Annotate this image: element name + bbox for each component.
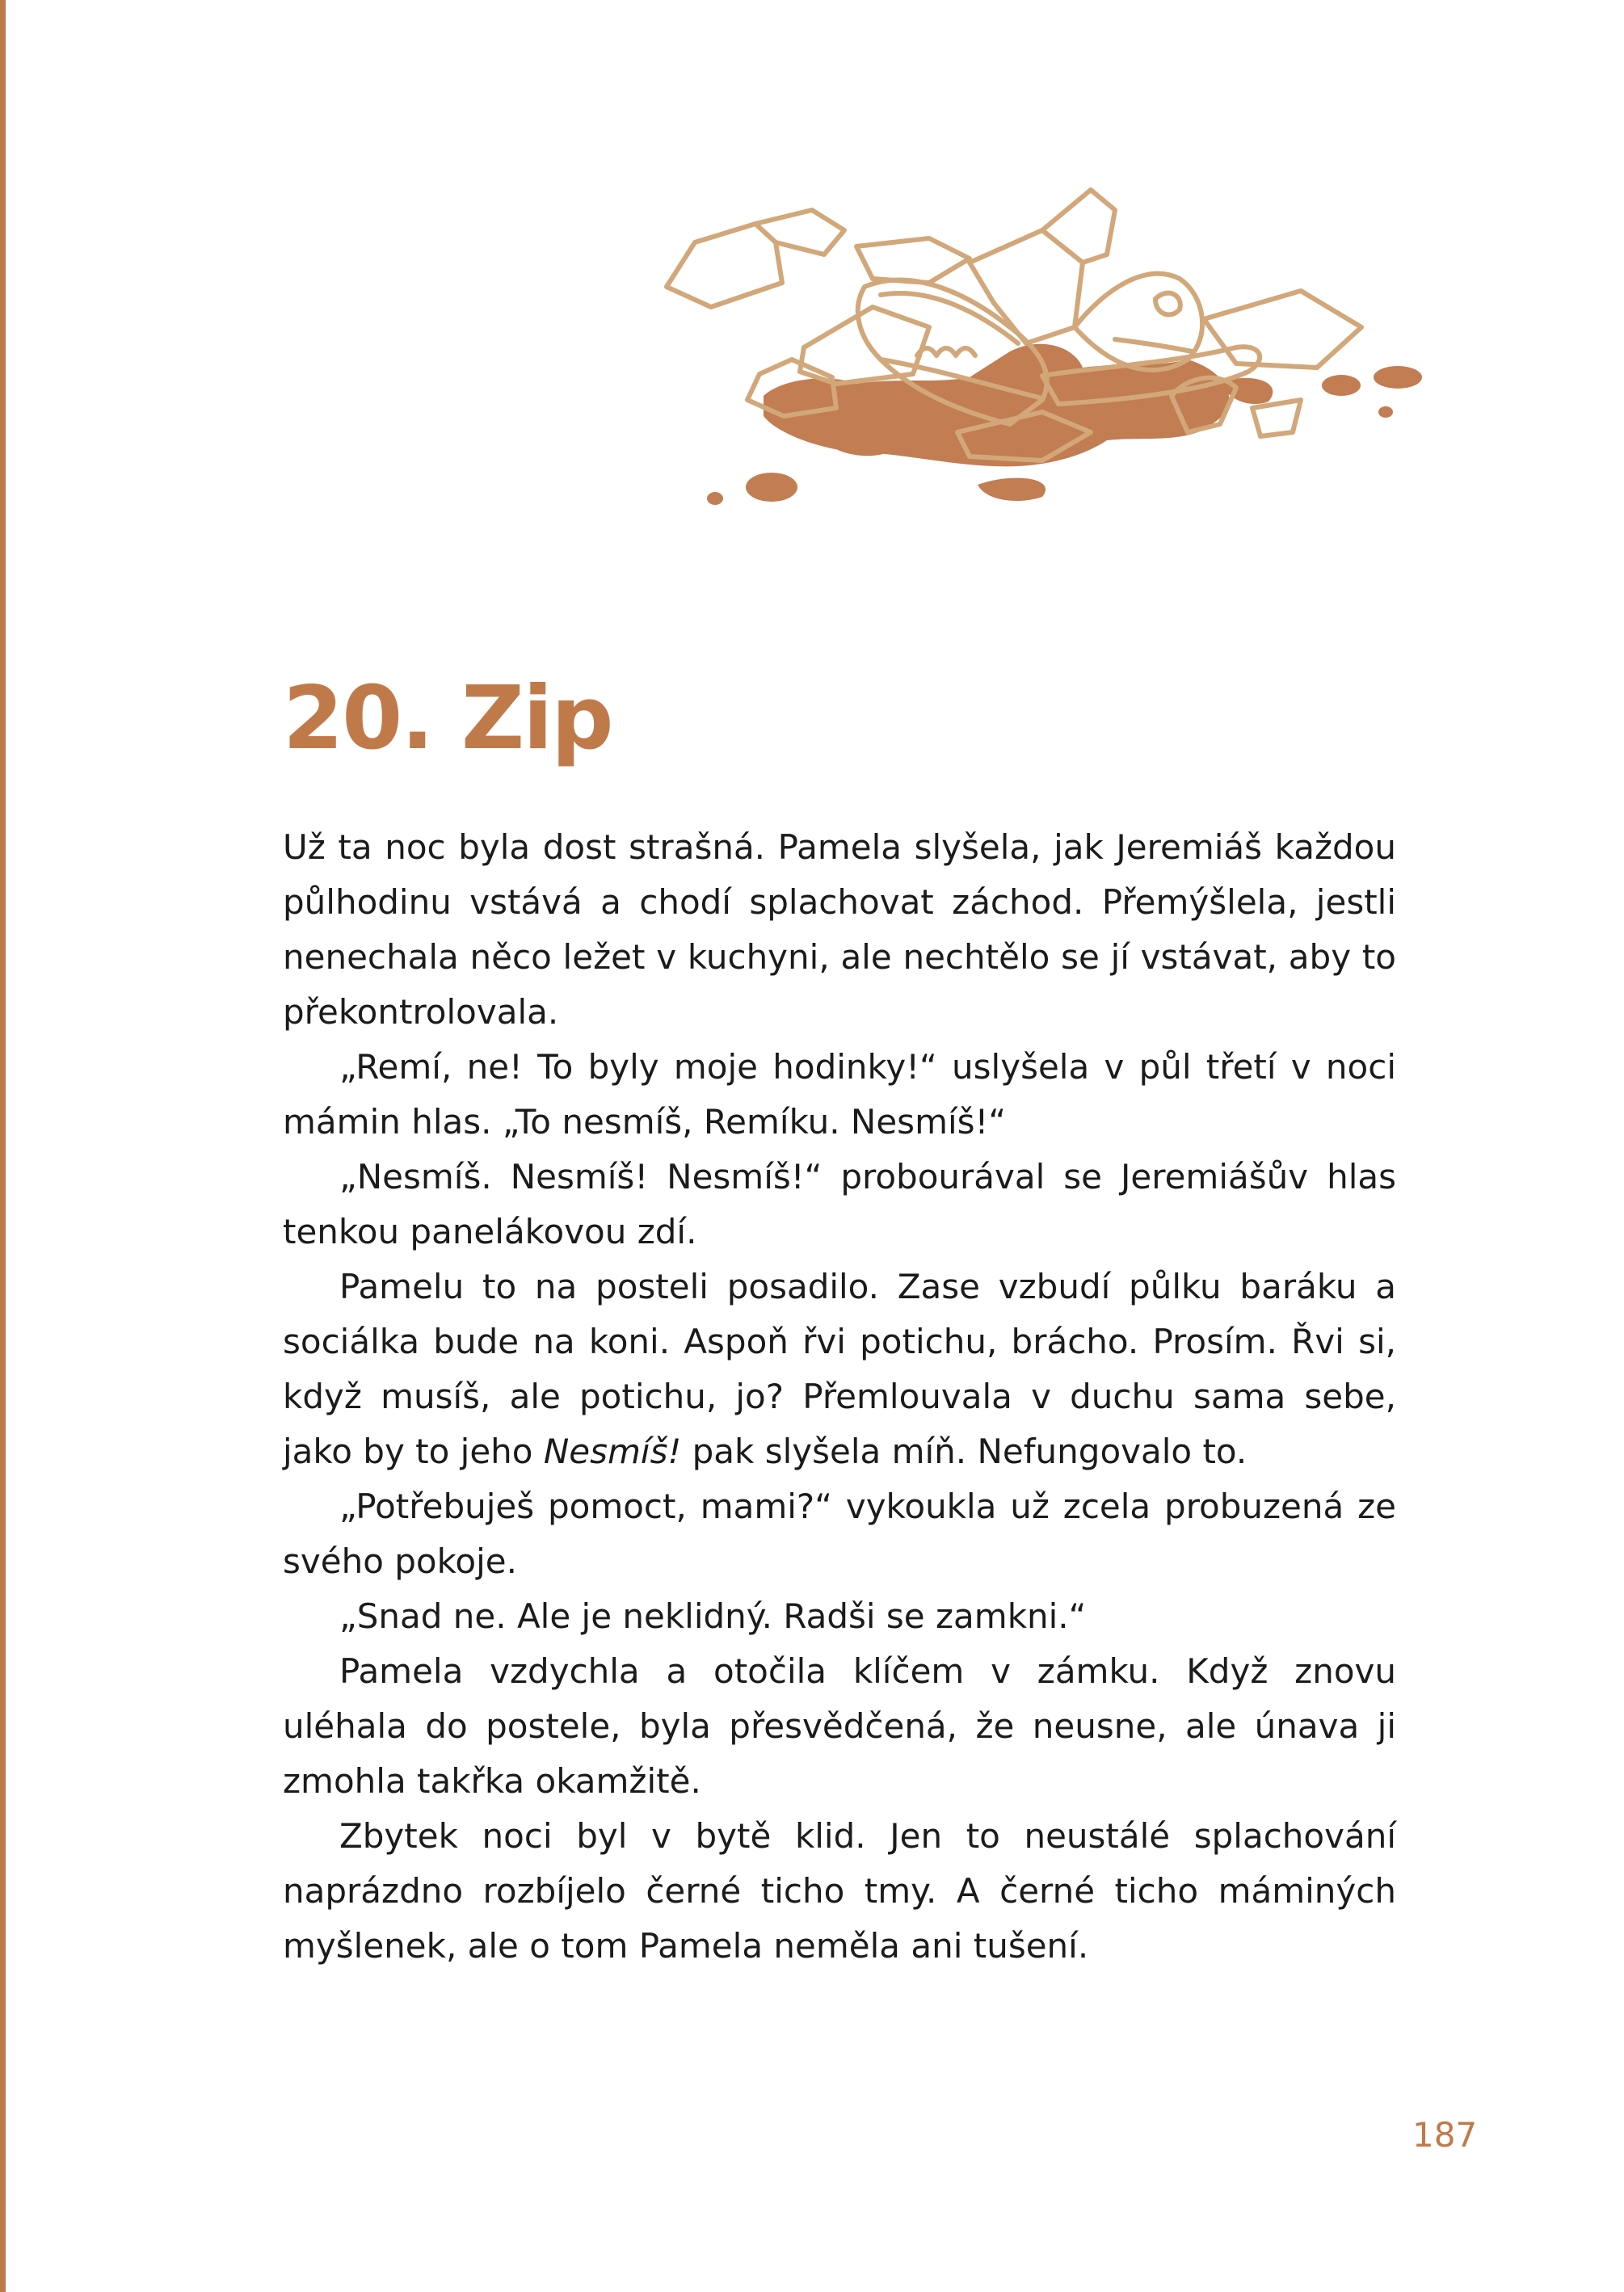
paragraph: Pamela vzdychla a otočila klíčem v zámku. Když znovu uléhala do postele, byla přesvědčená, že neusne, ale únava ji zmohla takřka okamžitě. — [283, 1651, 1396, 1801]
paragraph: Zbytek noci byl v bytě klid. Jen to neustálé splachování naprázdno rozbíjelo černé ticho tmy. A černé ticho máminých myšlenek, ale o tom Pamela neměla ani tušení. — [283, 1816, 1396, 1966]
page-number: 187 — [1412, 2115, 1478, 2155]
paragraph-text: pak slyšela míň. Nefungovalo to. — [681, 1432, 1247, 1471]
chapter-body — [283, 820, 1396, 1974]
paragraph: Už ta noc byla dost strašná. Pamela slyšela, jak Jeremiáš každou půlhodinu vstává a chodí splachovat záchod. Přemýšlela, jestli nenechala něco ležet v kuchyni, ale nechtělo se jí vstávat, aby to překontrolovala. — [283, 827, 1396, 1032]
broken-plates-illustration — [590, 166, 1462, 525]
page-edge-rule — [0, 0, 6, 2292]
emphasized-word: Nesmíš! — [543, 1432, 682, 1471]
paragraph: „Potřebuješ pomoct, mami?“ vykoukla už zcela probuzená ze svého pokoje. — [283, 1487, 1396, 1581]
paragraph — [283, 1260, 1396, 1479]
paragraph: „Nesmíš. Nesmíš! Nesmíš!“ probourával se Jeremiášův hlas tenkou panelákovou zdí. — [283, 1157, 1396, 1251]
paragraph-text: Pamelu to na posteli posadilo. Zase vzbudí půlku baráku a sociálka bude na koni. Aspoň řvi potichu, brácho. Prosím. Řvi si, když musíš, ale potichu, jo? Přemlouvala v duchu sama sebe, jako by to jeho — [283, 1267, 1396, 1471]
paragraph: „Snad ne. Ale je neklidný. Radši se zamkni.“ — [339, 1596, 1087, 1636]
chapter-title: 20. Zip — [283, 668, 612, 769]
paragraph: „Remí, ne! To byly moje hodinky!“ uslyšela v půl třetí v noci mámin hlas. „To nesmíš, Remíku. Nesmíš!“ — [283, 1047, 1396, 1142]
